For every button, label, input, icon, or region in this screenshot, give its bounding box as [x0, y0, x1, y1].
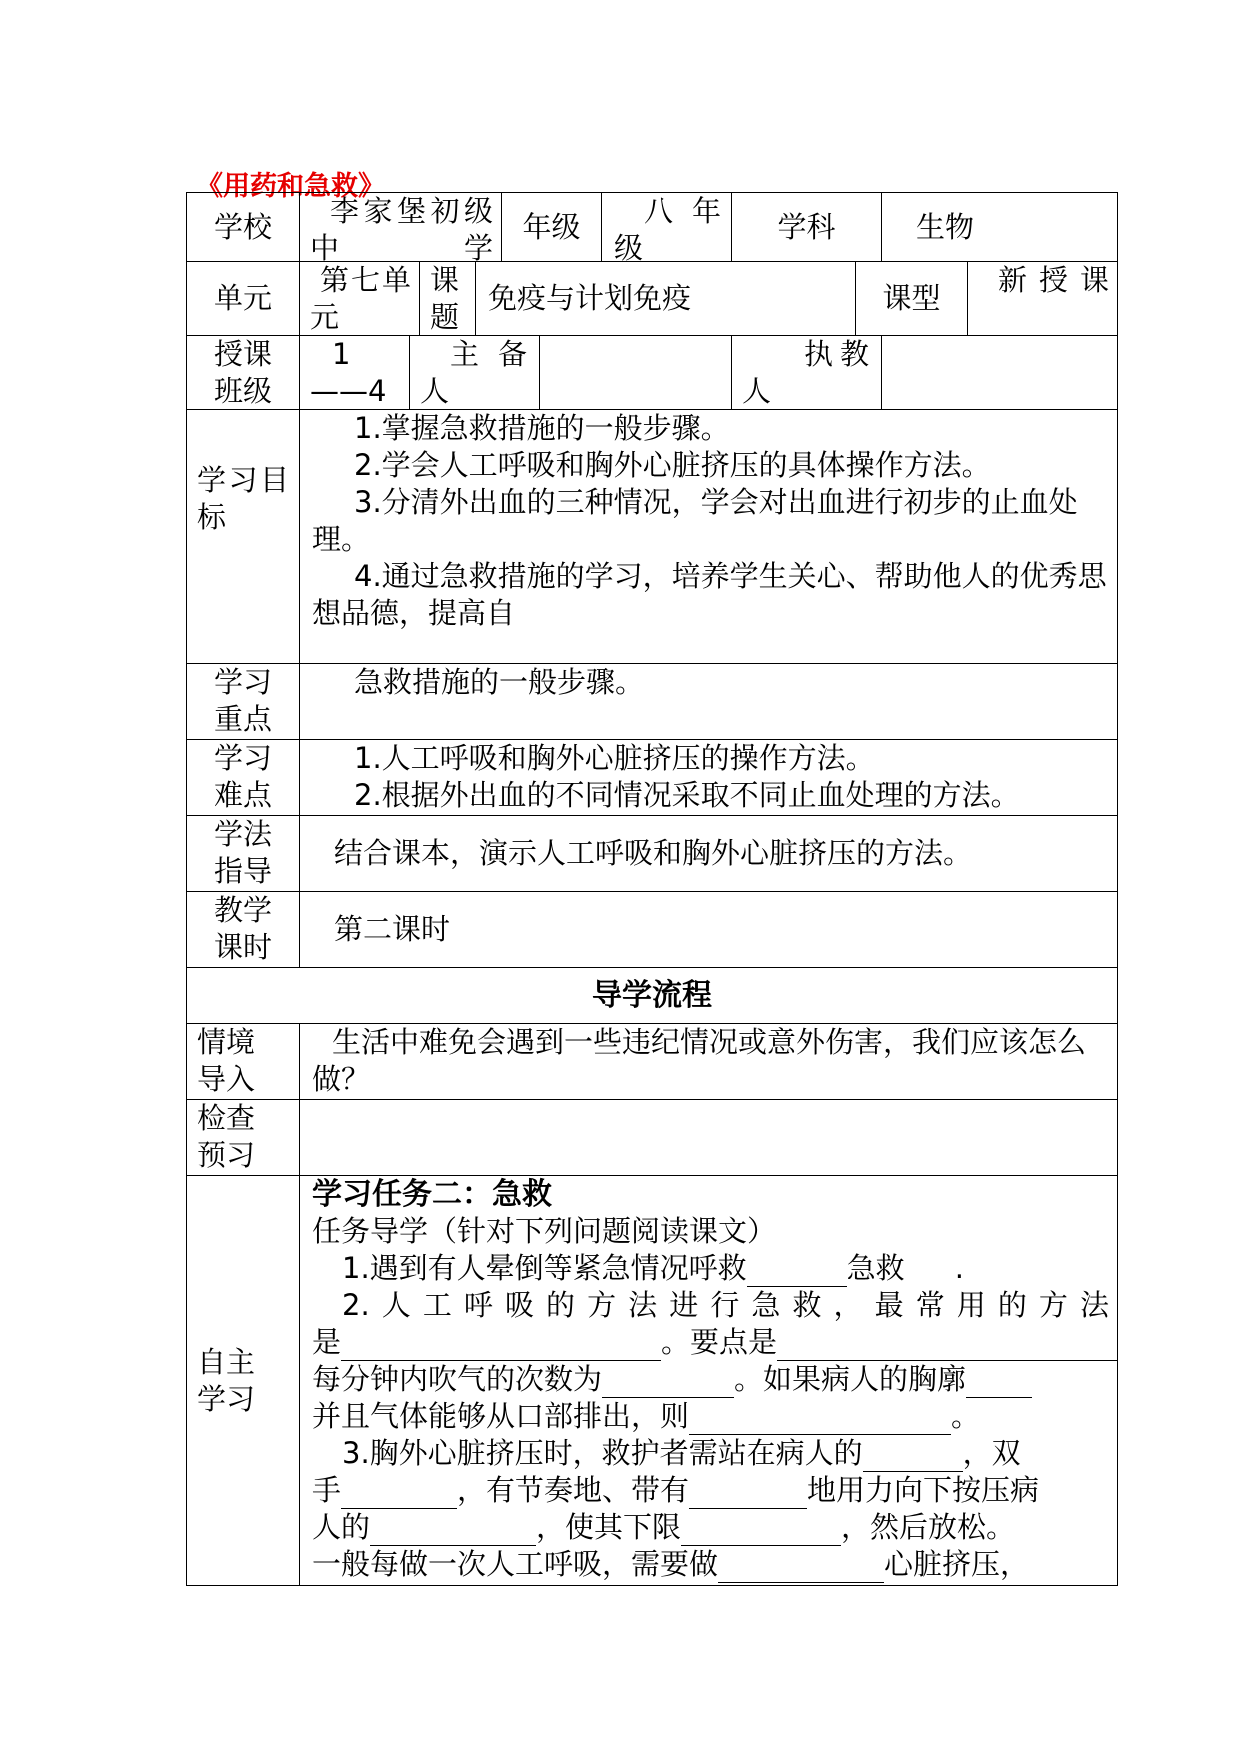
- self-study-content: 学习任务二：急救 任务导学（针对下列问题阅读课文） 1.遇到有人晕倒等紧急情况呼救 急救 . 2.人工呼吸的方法进行急救，最常用的方法 是 。要点是 每分钟内吹气的次数为 。如果病人的胸廓 并且气体能够从口部排出，则 。 3.胸外心脏挤压时，救护者需站在病人的 ，双 手 ，有节奏地、带有 地用力向下按压病 人的 ，使其下限 ，然后放松。 一般每做一次人工呼吸，需要做 心脏挤压，: [299, 1176, 1117, 1585]
- intro-content: 生活中难免会遇到一些违纪情况或意外伤害，我们应该怎么做？: [299, 1024, 1117, 1099]
- difficulties-label: 学习难点: [213, 741, 272, 812]
- intro-label: 情境导入: [197, 1025, 256, 1096]
- grade-label: 年级: [501, 193, 601, 261]
- self-study-label: 自主学习: [197, 1344, 256, 1416]
- school-value: 李家堡初级中学: [299, 193, 501, 261]
- info-row-school: [186, 192, 1118, 262]
- type-value: 新授课: [967, 262, 1117, 335]
- subject-value: 生物: [881, 193, 1117, 261]
- preview-label: 检查预习: [197, 1101, 256, 1172]
- goal-item: 3.分清外出血的三种情况，学会对出血进行初步的止血处理。: [312, 485, 1078, 556]
- teacher-label: 执教人: [731, 336, 881, 409]
- teacher-value: [881, 336, 1117, 409]
- goals-label: 学习目标: [197, 463, 289, 534]
- method-label: 学法指导: [213, 817, 272, 888]
- difficulty-item: 2.根据外出血的不同情况采取不同止血处理的方法。: [354, 778, 1020, 812]
- self-study-row: [186, 1176, 1118, 1586]
- goal-item: 4.通过急救措施的学习，培养学生关心、帮助他人的优秀思想品德，提高自: [312, 559, 1107, 630]
- difficulty-item: 1.人工呼吸和胸外心脏挤压的操作方法。: [354, 741, 875, 775]
- info-row-unit: [186, 262, 1118, 336]
- goals-content: [299, 410, 1117, 663]
- hours-content: 第二课时: [299, 892, 1117, 967]
- class-label: 授课班级: [213, 337, 272, 408]
- key-points-row: [186, 664, 1118, 740]
- key-points-content: 急救措施的一般步骤。: [299, 664, 1117, 739]
- hours-row: [186, 892, 1118, 968]
- flow-title-row: [186, 968, 1118, 1024]
- school-label: 学校: [213, 209, 272, 244]
- method-content: 结合课本，演示人工呼吸和胸外心脏挤压的方法。: [299, 816, 1117, 891]
- preview-content: [299, 1100, 1117, 1175]
- goal-item: 1.掌握急救措施的一般步骤。: [354, 411, 730, 445]
- task-title: 学习任务二：急救: [312, 1177, 552, 1212]
- question-2: 2.人工呼吸的方法进行急救，最常用的方法: [342, 1288, 1109, 1322]
- question-3: 3.胸外心脏挤压时，救护者需站在病人的 ，双: [342, 1436, 1021, 1470]
- flow-title: 导学流程: [592, 978, 712, 1013]
- info-row-class: [186, 336, 1118, 410]
- subject-label: 学科: [731, 193, 881, 261]
- intro-row: [186, 1024, 1118, 1100]
- grade-value: 八年级: [601, 193, 731, 261]
- document-title: 《用药和急救》: [196, 171, 385, 202]
- method-row: [186, 816, 1118, 892]
- question-1: 1.遇到有人晕倒等紧急情况呼救 急救 .: [342, 1251, 964, 1285]
- preview-row: [186, 1100, 1118, 1176]
- task-guide: 任务导学（针对下列问题阅读课文）: [312, 1214, 777, 1248]
- unit-value: 第七单元: [299, 262, 419, 335]
- topic-label: 课题: [419, 262, 475, 335]
- goals-row: [186, 410, 1118, 664]
- hours-label: 教学课时: [213, 893, 272, 964]
- type-label: 课型: [855, 262, 967, 335]
- key-points-label: 学习重点: [213, 665, 272, 736]
- class-value: 1——4: [299, 336, 409, 409]
- difficulties-row: [186, 740, 1118, 816]
- difficulties-content: [299, 740, 1117, 815]
- goal-item: 2.学会人工呼吸和胸外心脏挤压的具体操作方法。: [354, 448, 991, 482]
- main-prep-value: [539, 336, 731, 409]
- unit-label: 单元: [213, 281, 272, 315]
- topic-value: 免疫与计划免疫: [475, 262, 855, 335]
- main-prep-label: 主备人: [409, 336, 539, 409]
